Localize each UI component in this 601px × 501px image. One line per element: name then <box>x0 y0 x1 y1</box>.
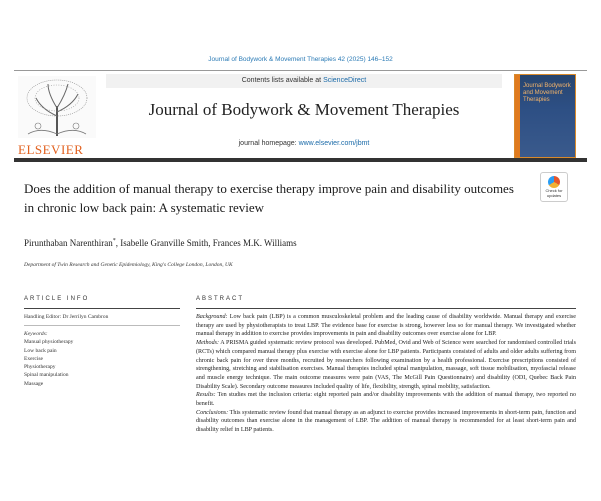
article-info-heading: ARTICLE INFO <box>24 296 90 302</box>
corresponding-author-mark[interactable]: * <box>112 238 116 244</box>
contents-prefix: Contents lists available at <box>241 77 324 84</box>
background-text: Low back pain (LBP) is a common musculoskeletal problem and the leading cause of disability worldwide. Manual therapy and exercise therapy are used by physiotherapists to treat LBP. The evidence base for exercise is strong, however less so for manual therapy. We investigated whether manual therapy in addition to exercise provides improvements in pain and disability outcomes over exercise alone for LBP. <box>196 314 576 338</box>
author-affiliation: Department of Twin Research and Genetic Epidemiology, King's College London, London, UK <box>24 262 233 268</box>
cover-title: Journal Bodywork and Movement Therapies <box>523 83 571 103</box>
keywords-label: Keywords: <box>24 331 48 337</box>
journal-reference-text[interactable]: Journal of Bodywork & Movement Therapies 42 (2025) 146–152 <box>208 56 393 63</box>
author-name[interactable]: Pirunthaban Narenthiran <box>24 238 113 248</box>
update-icon <box>548 176 560 188</box>
elsevier-tree-icon <box>18 76 96 138</box>
journal-homepage <box>106 140 502 147</box>
check-for-updates-badge[interactable] <box>540 172 568 202</box>
author-list: Pirunthaban Narenthiran*, Isabelle Granville Smith, Frances M.K. Williams <box>24 238 297 248</box>
keyword: Exercise <box>24 355 43 362</box>
keyword: Spinal manipulation <box>24 372 69 379</box>
methods-label: Methods: <box>196 340 220 347</box>
abstract-results <box>196 391 576 408</box>
author-name[interactable]: Frances M.K. Williams <box>212 238 297 248</box>
abstract-background <box>196 313 576 339</box>
abstract-body <box>196 313 576 435</box>
keyword: Massage <box>24 380 44 387</box>
journal-reference[interactable] <box>0 56 601 63</box>
abstract-rule <box>196 308 576 309</box>
article-title: Does the addition of manual therapy to exercise therapy improve pain and disability outcomes in chronic low back pain: A systematic review <box>24 181 514 215</box>
conclusions-text: This systematic review found that manual therapy as an adjunct to exercise provides increased improvements in short-term pain, function and disability outcomes than exercise alone in the management of LBP. The addition of manual therapy is recommended for at least short-term pain and disability relief in LBP patients. <box>196 409 576 434</box>
abstract-conclusions <box>196 409 576 435</box>
author-name[interactable]: Isabelle Granville Smith <box>120 238 209 248</box>
handling-editor: Handling Editor: Dr Jerrilyn Cambron <box>24 314 109 320</box>
journal-header <box>14 70 587 162</box>
keywords-rule <box>24 325 180 326</box>
contents-bar <box>106 74 502 88</box>
header-bottom-rule <box>14 158 587 162</box>
results-label: Results: <box>196 392 216 399</box>
keyword: Manual physiotherapy <box>24 339 74 346</box>
elsevier-logo <box>14 76 100 156</box>
journal-title: Journal of Bodywork & Movement Therapies <box>148 100 460 119</box>
keywords-block <box>24 330 180 388</box>
methods-text: A PRISMA guided systematic review protocol was developed. PubMed, Ovid and Web of Science were searched for randomised controlled trials (RCTs) which compared manual therapy plus exercise with exercise alone for LBP patients. Participants consisted of adults and older adults suffering from chronic back pain for over three months, recruited by researchers following examination by a health professional. Exercise prescriptions consisted of strengthening, stretching and stabilisation exercises. Manual therapies included spinal manipulation, massage, soft tissue mobilisation, myofascial release and muscle energy technique. The main outcome measures were pain (VAS, The McGill Pain Questionnaire) and disability (ODI, Quebec Back Pain Disability Scale). Secondary outcome measures included quality of life, flexibility, strength, spinal mobility, satisfaction. <box>196 340 576 390</box>
abstract-methods <box>196 339 576 391</box>
homepage-prefix: journal homepage: <box>238 140 299 147</box>
sciencedirect-link[interactable]: ScienceDirect <box>323 77 367 84</box>
homepage-link[interactable]: www.elsevier.com/jbmt <box>298 140 370 147</box>
cover-stripe <box>515 75 520 157</box>
journal-cover-image[interactable] <box>514 74 576 158</box>
conclusions-label: Conclusions: <box>196 409 229 416</box>
results-text: Ten studies met the inclusion criteria: eight reported pain and/or disability improvements with the addition of manual therapy, two reported no benefit. <box>196 392 576 408</box>
article-info-rule <box>24 308 180 309</box>
header-top-rule <box>14 70 587 71</box>
keyword: Low back pain <box>24 347 57 354</box>
badge-text: Check for updates <box>545 188 563 198</box>
abstract-heading: ABSTRACT <box>196 296 245 302</box>
keyword: Physiotherapy <box>24 364 56 371</box>
publisher-name: ELSEVIER <box>18 142 84 157</box>
background-label: Background: <box>196 314 228 320</box>
